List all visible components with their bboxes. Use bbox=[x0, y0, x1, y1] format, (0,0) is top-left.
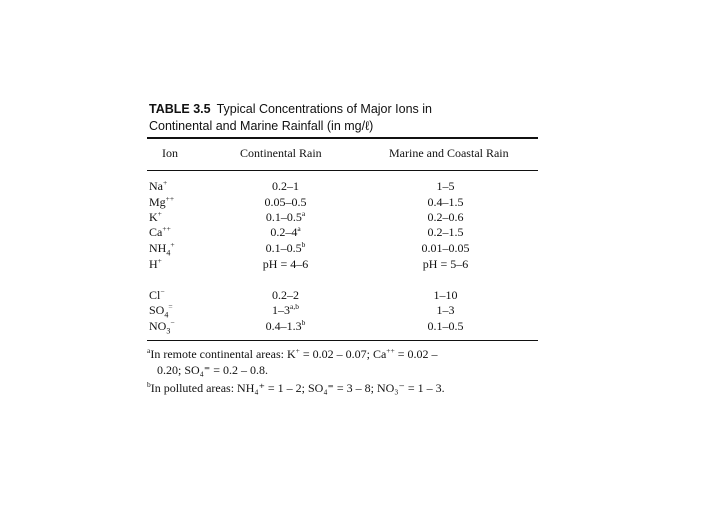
footnote-b-text: In polluted areas: NH₄⁺ = 1 – 2; SO₄⁼ = 3 – 8; NO₃⁻ = 1 – 3. bbox=[150, 381, 445, 395]
table-title-line1: Typical Concentrations of Major Ions in bbox=[216, 102, 432, 116]
caption-line-1 bbox=[149, 101, 539, 118]
header-marine: Marine and Coastal Rain bbox=[389, 146, 509, 160]
ion-cell: $NH_4^+$ bbox=[149, 240, 175, 258]
footnote-b bbox=[147, 380, 532, 397]
table-label: TABLE 3.5 bbox=[149, 102, 211, 116]
ion-cell: Ca++ bbox=[149, 224, 171, 239]
ion-cell: $NO_3^-$ bbox=[149, 318, 175, 336]
ion-cell: $SO_4^=$ bbox=[149, 302, 173, 320]
marine-cell: 0.2–0.6 bbox=[427, 210, 464, 224]
marine-cell: 1–10 bbox=[433, 288, 458, 302]
continental-cell: 0.2–4$^a$ bbox=[270, 224, 301, 239]
footnote-a-text-c: = 0.02 – bbox=[394, 347, 438, 361]
header-continental: Continental Rain bbox=[240, 146, 322, 160]
continental-cell: 0.1–0.5$^b$ bbox=[265, 240, 306, 255]
marine-cell: 0.2–1.5 bbox=[427, 225, 464, 239]
continental-cell: 0.1–0.5$^a$ bbox=[265, 209, 306, 224]
ion-cell: Cl− bbox=[149, 287, 165, 302]
footnote-a-text-a: In remote continental areas: K bbox=[150, 347, 296, 361]
table-title-line2: Continental and Marine Rainfall (in mg/ℓ) bbox=[149, 119, 374, 133]
table-caption bbox=[149, 101, 539, 135]
ion-cell: H+ bbox=[149, 256, 162, 271]
footnote-b-mark: b bbox=[147, 380, 151, 389]
marine-cell: 0.4–1.5 bbox=[427, 195, 464, 209]
footnote-a: $^a$In remote continental areas: K+ = 0.02 – 0.07; Ca++ = 0.02 – bbox=[147, 346, 438, 361]
continental-cell: 0.05–0.5 bbox=[264, 195, 307, 209]
top-rule bbox=[147, 137, 538, 139]
footnote-a-text-b: = 0.02 – 0.07; Ca bbox=[299, 347, 387, 361]
continental-cell: 1–3$^{a,b}$ bbox=[272, 302, 299, 317]
continental-cell: 0.4–1.3$^b$ bbox=[265, 318, 306, 333]
ion-cell: K+ bbox=[149, 209, 162, 224]
continental-cell: 0.2–1 bbox=[272, 179, 299, 193]
header-ion: Ion bbox=[162, 146, 178, 160]
footnote-a-line2: 0.20; SO₄⁼ = 0.2 – 0.8. bbox=[157, 363, 268, 377]
marine-cell: 0.1–0.5 bbox=[427, 319, 464, 333]
marine-cell: 0.01–0.05 bbox=[421, 241, 470, 255]
ion-cell: Na+ bbox=[149, 178, 168, 193]
marine-cell: 1–3 bbox=[436, 303, 455, 317]
continental-cell: pH = 4–6 bbox=[262, 257, 309, 271]
marine-cell: 1–5 bbox=[436, 179, 455, 193]
footnote-a-mark: a bbox=[147, 346, 151, 355]
continental-cell: 0.2–2 bbox=[272, 288, 299, 302]
bottom-rule bbox=[147, 340, 538, 341]
marine-cell: pH = 5–6 bbox=[422, 257, 469, 271]
header-rule bbox=[147, 170, 538, 171]
ion-cell: Mg++ bbox=[149, 194, 175, 209]
